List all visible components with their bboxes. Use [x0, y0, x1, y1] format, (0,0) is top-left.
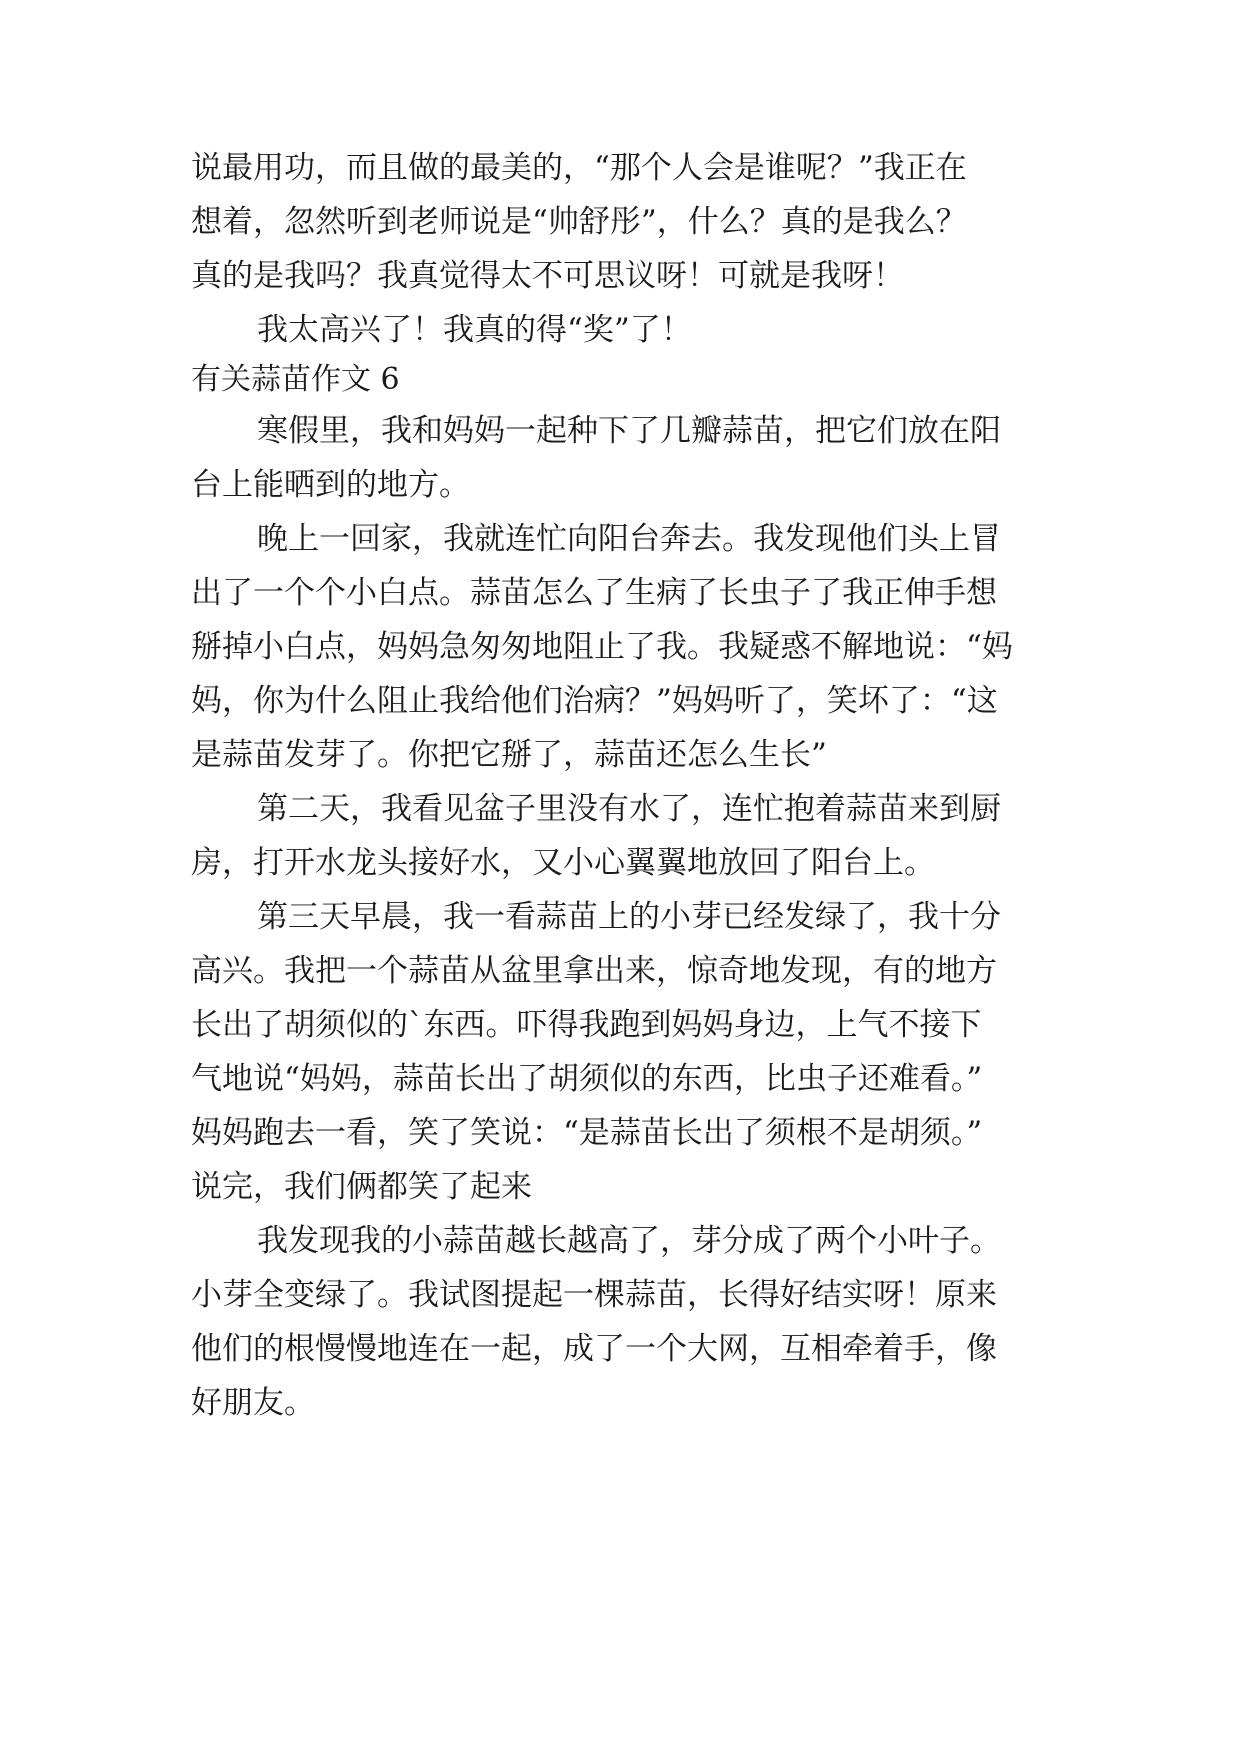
text-line: 气地说“妈妈，蒜苗长出了胡须似的东西，比虫子还难看。”	[191, 1061, 983, 1097]
text-line: 我发现我的小蒜苗越长越高了，芽分成了两个小叶子。	[257, 1223, 1001, 1259]
text-line: 妈，你为什么阻止我给他们治病？”妈妈听了，笑坏了：“这	[191, 683, 998, 719]
text-line: 掰掉小白点，妈妈急匆匆地阻止了我。我疑惑不解地说：“妈	[191, 629, 1013, 665]
text-line: 真的是我吗？我真觉得太不可思议呀！可就是我呀！	[191, 258, 904, 294]
text-line: 他们的根慢慢地连在一起，成了一个大网，互相牵着手，像	[191, 1331, 997, 1367]
text-line: 出了一个个小白点。蒜苗怎么了生病了长虫子了我正伸手想	[191, 575, 997, 611]
text-line: 寒假里，我和妈妈一起种下了几瓣蒜苗，把它们放在阳	[257, 413, 1001, 449]
section-heading: 有关蒜苗作文 6	[191, 362, 400, 397]
text-line: 想着，忽然听到老师说是“帅舒彤”，什么？真的是我么？	[191, 204, 967, 240]
text-line: 晚上一回家，我就连忙向阳台奔去。我发现他们头上冒	[257, 521, 1001, 557]
text-line: 我太高兴了！我真的得“奖”了！	[257, 312, 692, 348]
text-line: 第二天，我看见盆子里没有水了，连忙抱着蒜苗来到厨	[257, 791, 1001, 827]
text-line: 第三天早晨，我一看蒜苗上的小芽已经发绿了，我十分	[257, 899, 1001, 935]
text-line: 高兴。我把一个蒜苗从盆里拿出来，惊奇地发现，有的地方	[191, 953, 997, 989]
text-line: 房，打开水龙头接好水，又小心翼翼地放回了阳台上。	[191, 845, 935, 881]
text-line: 长出了胡须似的`东西。吓得我跑到妈妈身边，上气不接下	[191, 1007, 982, 1043]
text-line: 是蒜苗发芽了。你把它掰了，蒜苗还怎么生长”	[191, 737, 827, 773]
text-line: 好朋友。	[191, 1385, 315, 1421]
text-line: 台上能晒到的地方。	[191, 467, 470, 503]
text-line: 妈妈跑去一看，笑了笑说：“是蒜苗长出了须根不是胡须。”	[191, 1115, 983, 1151]
text-line: 小芽全变绿了。我试图提起一棵蒜苗，长得好结实呀！原来	[191, 1277, 997, 1313]
text-line: 说最用功，而且做的最美的，“那个人会是谁呢？”我正在	[191, 150, 967, 186]
text-line: 说完，我们俩都笑了起来	[191, 1169, 532, 1205]
